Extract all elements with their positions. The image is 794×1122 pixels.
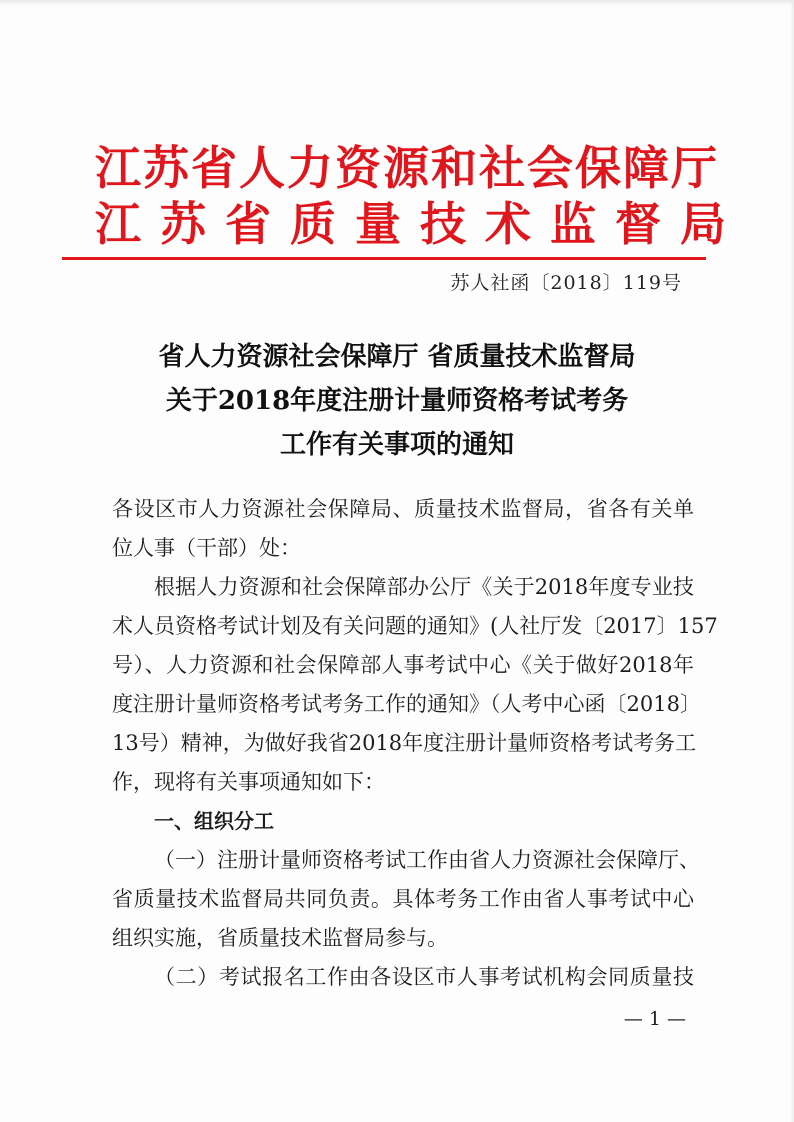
letterhead-divider bbox=[62, 257, 706, 260]
title-line-2: 关于2018年度注册计量师资格考试考务 bbox=[165, 386, 629, 416]
letterhead-line-2: 江苏省质量技术监督局 bbox=[95, 197, 745, 251]
body-line: 作，现将有关事项通知如下： bbox=[112, 770, 385, 794]
body-line: 省质量技术监督局共同负责。具体考务工作由省人事考试中心 bbox=[112, 887, 694, 911]
document-number: 苏人社函〔2018〕119号 bbox=[450, 272, 682, 294]
title-line-3: 工作有关事项的通知 bbox=[279, 430, 514, 460]
body-line: 各设区市人力资源社会保障局、质量技术监督局，省各有关单 bbox=[112, 497, 694, 521]
body-line: 号）、人力资源和社会保障部人事考试中心《关于做好2018年 bbox=[112, 653, 694, 677]
letterhead-line-1: 江苏省人力资源和社会保障厅 bbox=[95, 141, 719, 195]
letterhead bbox=[95, 140, 745, 252]
body-line: 13号）精神，为做好我省2018年度注册计量师资格考试考务工 bbox=[112, 731, 697, 755]
document-title bbox=[62, 335, 732, 467]
body-line: （一）注册计量师资格考试工作由省人力资源社会保障厅、 bbox=[154, 848, 700, 872]
scan-shadow-top bbox=[0, 0, 794, 6]
page-number: — 1 — bbox=[623, 1008, 686, 1030]
body-line: 根据人力资源和社会保障部办公厅《关于2018年度专业技 bbox=[154, 575, 694, 599]
title-line-1: 省人力资源社会保障厅 省质量技术监督局 bbox=[158, 342, 636, 372]
body-line: 术人员资格考试计划及有关问题的通知》(人社厅发〔2017〕157 bbox=[112, 614, 718, 638]
body-line: 组织实施，省质量技术监督局参与。 bbox=[112, 926, 448, 950]
body-line: 度注册计量师资格考试考务工作的通知》（人考中心函〔2018〕 bbox=[112, 692, 701, 716]
body-line: 位人事（干部）处： bbox=[112, 536, 301, 560]
section-heading: 一、组织分工 bbox=[154, 809, 274, 833]
body-line: （二）考试报名工作由各设区市人事考试机构会同质量技 bbox=[154, 965, 694, 989]
scan-shadow-right bbox=[790, 0, 794, 1122]
document-body bbox=[112, 490, 718, 997]
